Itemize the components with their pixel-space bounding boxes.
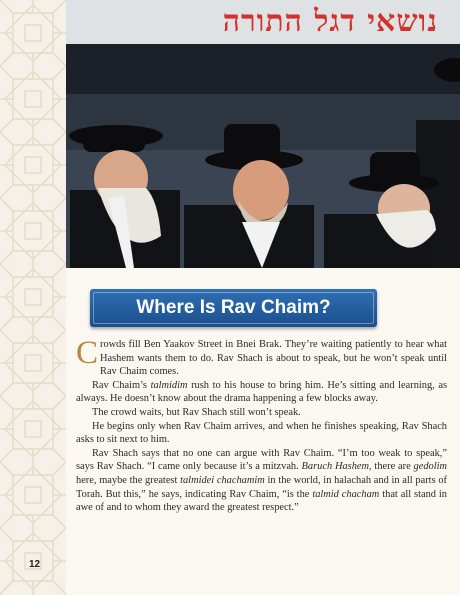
paragraph-text: Rav Shach says that no one can argue with Rav Chaim. “I’m too weak to speak,” says Rav Shach. “I came only because it’s a mitzvah. [76, 447, 447, 473]
page-number: 12 [29, 559, 41, 570]
decorative-border [0, 0, 66, 595]
geometric-pattern [0, 0, 66, 595]
paragraph [76, 447, 447, 515]
paragraph [76, 335, 447, 379]
drop-cap: C [76, 335, 99, 371]
paragraph-text: here, maybe the greatest [76, 474, 181, 486]
paragraph [76, 420, 447, 447]
paragraph-text: rowds fill Ben Yaakov Street in Bnei Brak. They’re waiting patiently to hear what Hashem wants them to do. Rav Shach is about to speak, but he won’t speak until Rav Chaim comes. [100, 339, 447, 378]
italic-term: Baruch Hashem [301, 461, 370, 473]
paragraph-text: Rav Chaim’s [92, 379, 151, 391]
paragraph-text: that all stand in awe of and to whom they award the greatest respect.” [76, 488, 447, 514]
paragraph-text: in the world, in halachah and in all parts of Torah. But this,” he says, indicating Rav Chaim, “is the [76, 474, 447, 500]
italic-term: talmidim [150, 379, 188, 391]
paragraph-text: rush to his house to bring him. He’s sitting and learning, as always. He doesn’t know about the drama happening a few blocks away. [76, 379, 448, 405]
paragraph-text: The crowd waits, but Rav Shach still won’t speak. [92, 406, 301, 418]
heading-bar [90, 289, 377, 327]
italic-term: gedolim [413, 461, 448, 473]
banner-hebrew-text: נושאי דגל התורה [222, 4, 438, 39]
paragraph [76, 379, 447, 406]
paragraph-text: , there are [369, 461, 414, 473]
italic-term: talmid chacham [312, 488, 380, 500]
italic-term: talmidei chachamim [180, 474, 265, 486]
paragraph [76, 406, 447, 420]
story-text [76, 335, 448, 515]
paragraph-text: He begins only when Rav Chaim arrives, and when he finishes speaking, Rav Shach asks to sit next to him. [76, 420, 447, 446]
photo-rabbis [66, 0, 460, 268]
chapter-title: Where Is Rav Chaim? [136, 297, 331, 318]
